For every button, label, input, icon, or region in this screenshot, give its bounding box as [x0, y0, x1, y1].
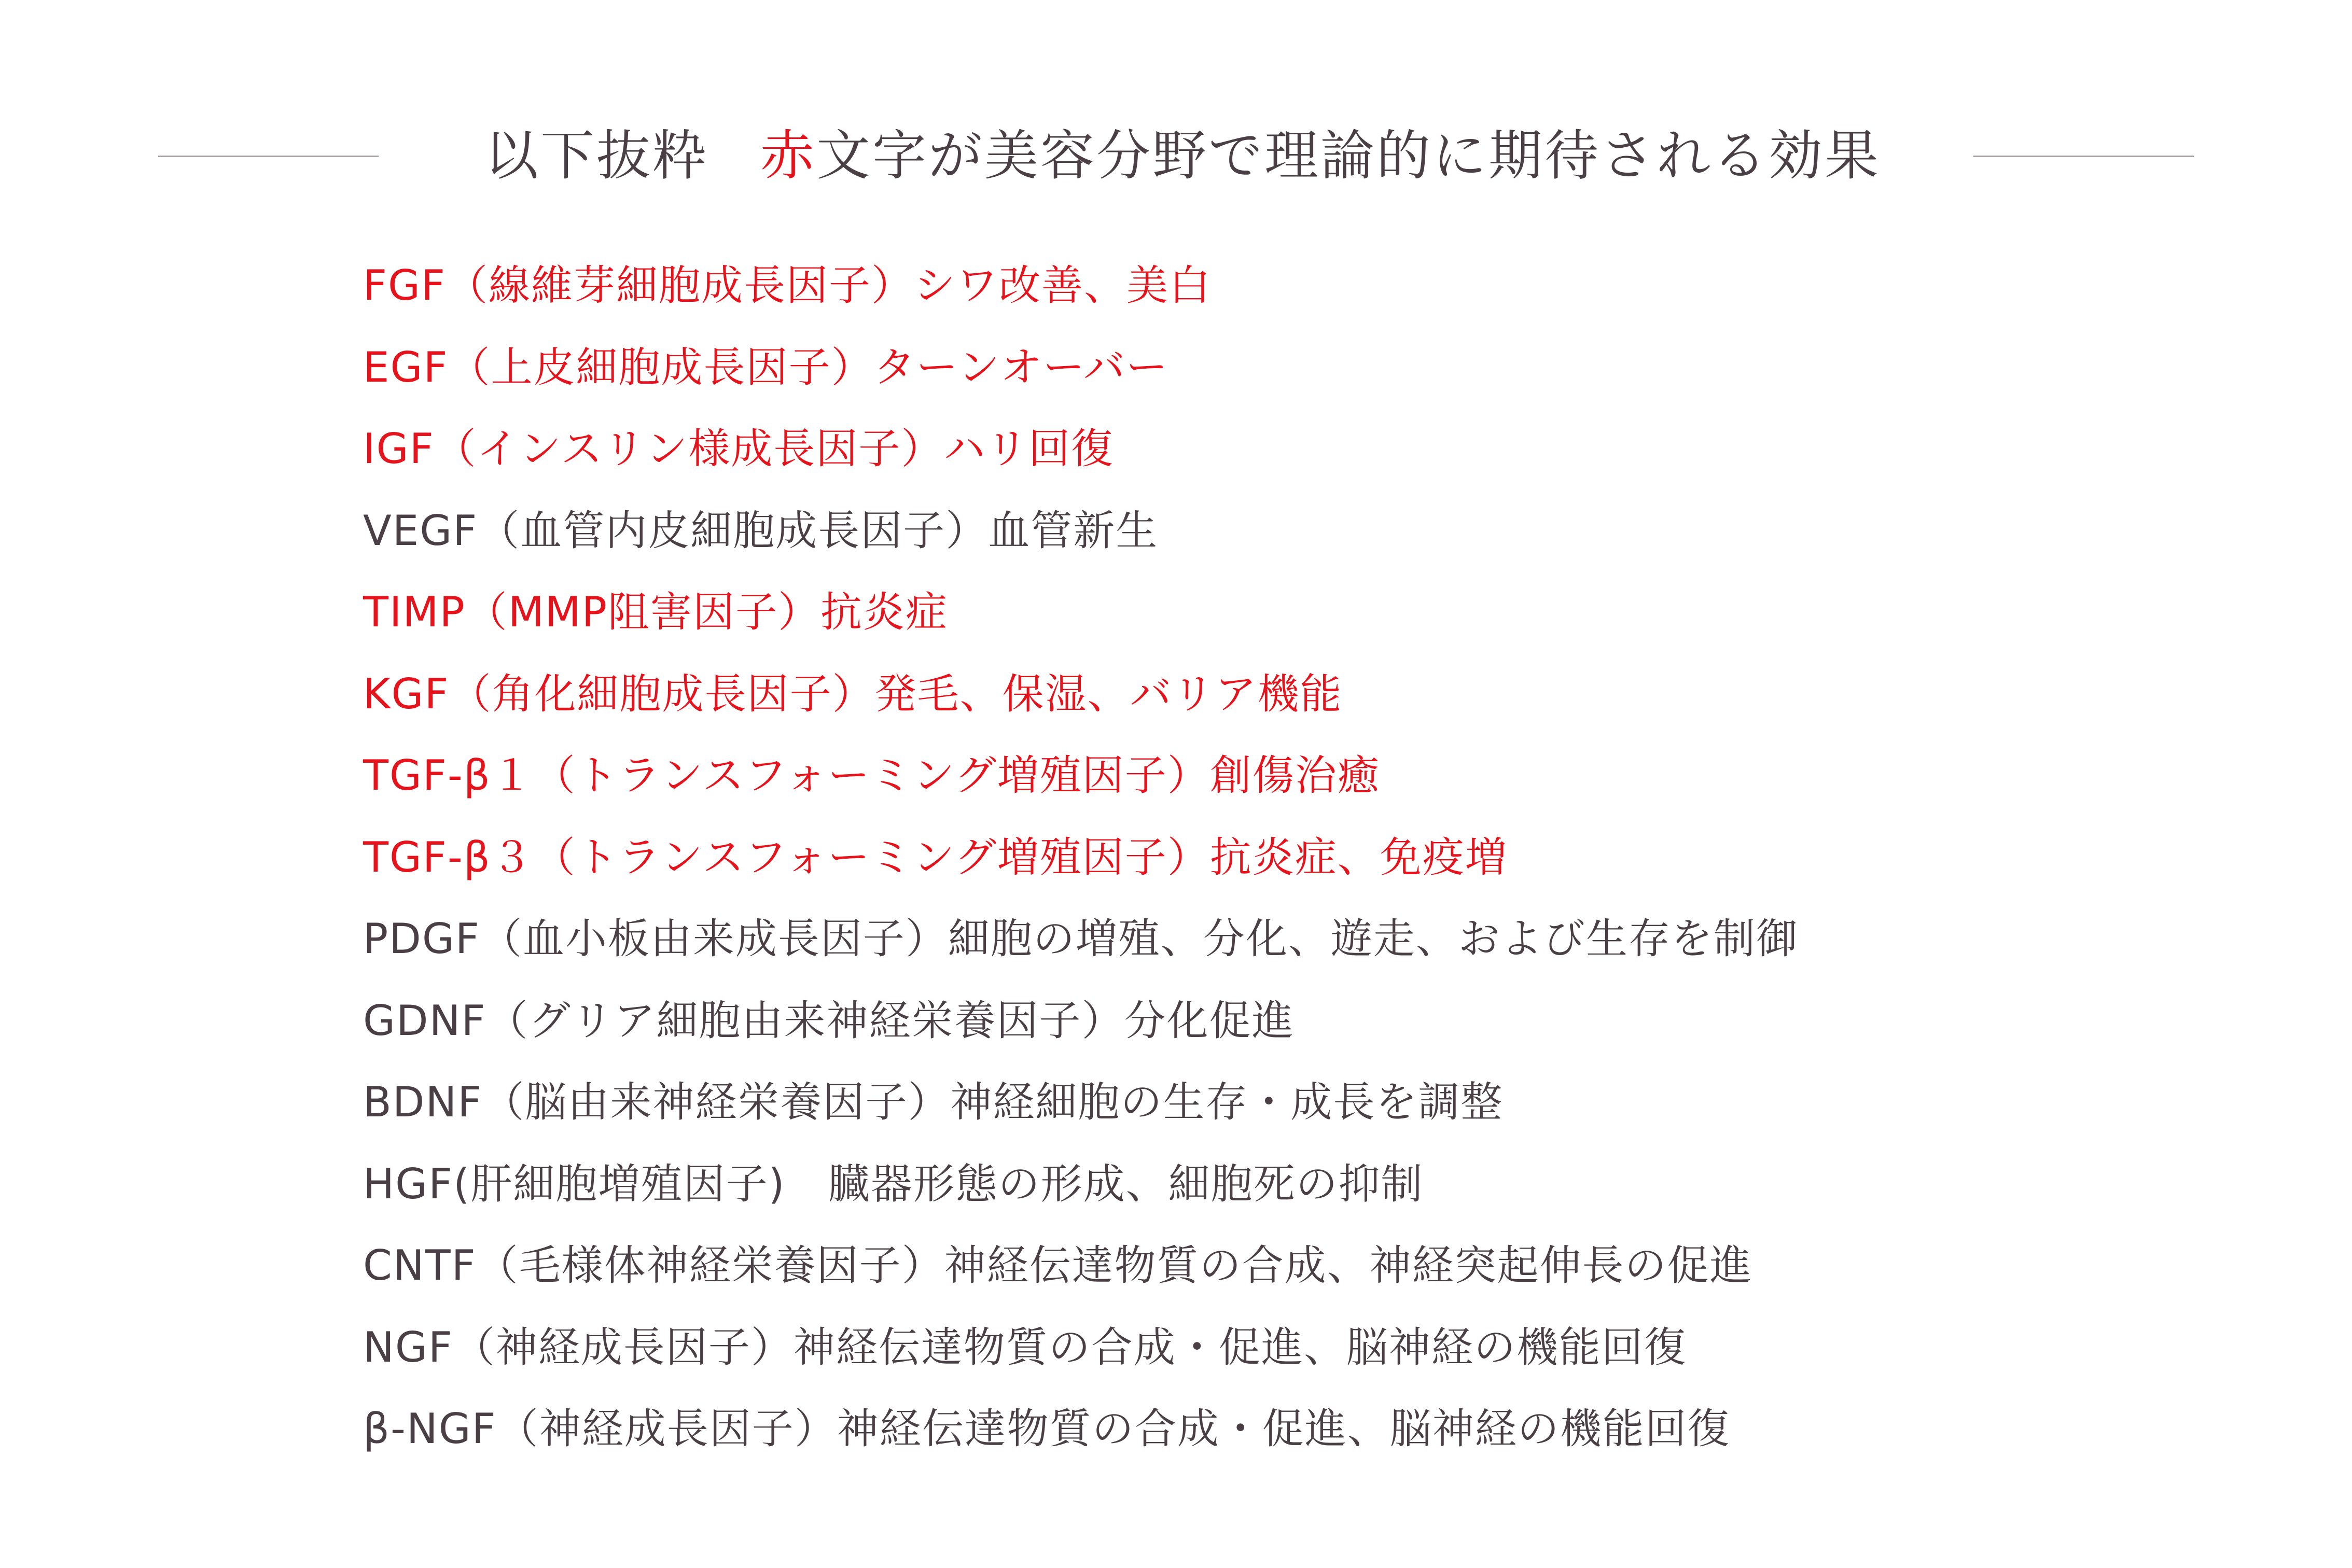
- list-item: TGF-β３（トランスフォーミング増殖因子）抗炎症、免疫増: [363, 833, 1508, 881]
- list-item: TGF-β１（トランスフォーミング増殖因子）創傷治癒: [363, 751, 1380, 800]
- list-item: CNTF（毛様体神経栄養因子）神経伝達物質の合成、神経突起伸長の促進: [363, 1241, 1752, 1290]
- page-title: [456, 124, 1909, 187]
- list-item: β-NGF（神経成長因子）神経伝達物質の合成・促進、脳神経の機能回復: [363, 1405, 1730, 1453]
- list-item: NGF（神経成長因子）神経伝達物質の合成・促進、脳神経の機能回復: [363, 1323, 1687, 1371]
- title-accent-char: 赤: [760, 124, 816, 187]
- list-item: IGF（インスリン様成長因子）ハリ回復: [363, 425, 1114, 473]
- list-item: EGF（上皮細胞成長因子）ターンオーバー: [363, 343, 1168, 391]
- list-item: GDNF（グリア細胞由来神経栄養因子）分化促進: [363, 996, 1295, 1045]
- left-divider-rule: [158, 156, 379, 157]
- list-item: TIMP（MMP阻害因子）抗炎症: [363, 588, 949, 636]
- title-suffix: 文字が美容分野で理論的に期待される効果: [816, 124, 1881, 187]
- list-item: HGF(肝細胞増殖因子) 臓器形態の形成、細胞死の抑制: [363, 1159, 1424, 1208]
- list-item: FGF（線維芽細胞成長因子）シワ改善、美白: [363, 261, 1212, 310]
- growth-factor-list: [363, 257, 2230, 1482]
- title-prefix: 以下抜粋: [484, 124, 708, 187]
- header: [0, 114, 2352, 207]
- right-divider-rule: [1973, 156, 2194, 157]
- list-item: BDNF（脳由来神経栄養因子）神経細胞の生存・成長を調整: [363, 1078, 1504, 1126]
- list-item: PDGF（血小板由来成長因子）細胞の増殖、分化、遊走、および生存を制御: [363, 915, 1799, 963]
- list-item: VEGF（血管内皮細胞成長因子）血管新生: [363, 506, 1159, 555]
- list-item: KGF（角化細胞成長因子）発毛、保湿、バリア機能: [363, 669, 1343, 718]
